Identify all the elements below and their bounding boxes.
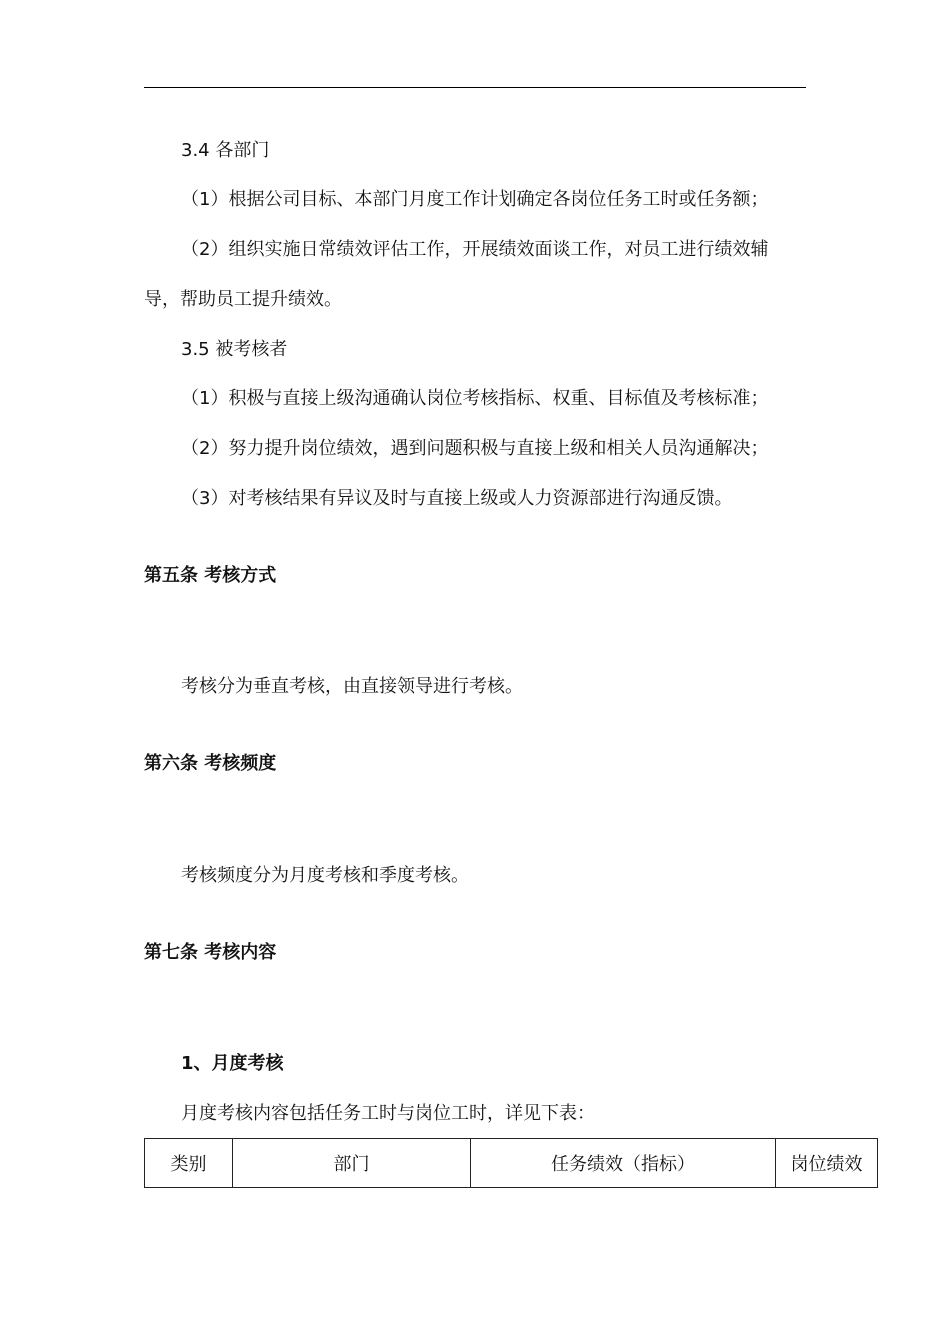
article-5-title: 第五条 考核方式 bbox=[144, 565, 277, 586]
section-3-5-item-3: （3）对考核结果有异议及时与直接上级或人力资源部进行沟通反馈。 bbox=[181, 488, 733, 509]
article-6-body: 考核频度分为月度考核和季度考核。 bbox=[181, 865, 469, 886]
table-header-task-performance: 任务绩效（指标） bbox=[471, 1139, 776, 1188]
section-3-4-item-2: （2）组织实施日常绩效评估工作，开展绩效面谈工作，对员工进行绩效辅 bbox=[181, 239, 769, 260]
table-header-position-performance: 岗位绩效 bbox=[776, 1139, 878, 1188]
monthly-review-body: 月度考核内容包括任务工时与岗位工时，详见下表： bbox=[181, 1103, 595, 1124]
table-header-department: 部门 bbox=[233, 1139, 471, 1188]
section-3-4-item-1: （1）根据公司目标、本部门月度工作计划确定各岗位任务工时或任务额； bbox=[181, 189, 769, 210]
article-5-body: 考核分为垂直考核，由直接领导进行考核。 bbox=[181, 676, 523, 697]
article-7-title: 第七条 考核内容 bbox=[144, 942, 277, 963]
table-header-category: 类别 bbox=[145, 1139, 233, 1188]
table-header-row bbox=[145, 1139, 878, 1188]
monthly-review-heading: 1、月度考核 bbox=[181, 1053, 284, 1074]
assessment-table bbox=[144, 1138, 878, 1188]
article-6-title: 第六条 考核频度 bbox=[144, 753, 277, 774]
section-3-5-item-2: （2）努力提升岗位绩效，遇到问题积极与直接上级和相关人员沟通解决； bbox=[181, 438, 769, 459]
section-3-4-heading: 3.4 各部门 bbox=[181, 140, 270, 161]
section-3-5-heading: 3.5 被考核者 bbox=[181, 339, 288, 360]
header-rule bbox=[144, 87, 806, 88]
section-3-5-item-1: （1）积极与直接上级沟通确认岗位考核指标、权重、目标值及考核标准； bbox=[181, 388, 769, 409]
section-3-4-item-2-continued: 导，帮助员工提升绩效。 bbox=[144, 289, 342, 310]
